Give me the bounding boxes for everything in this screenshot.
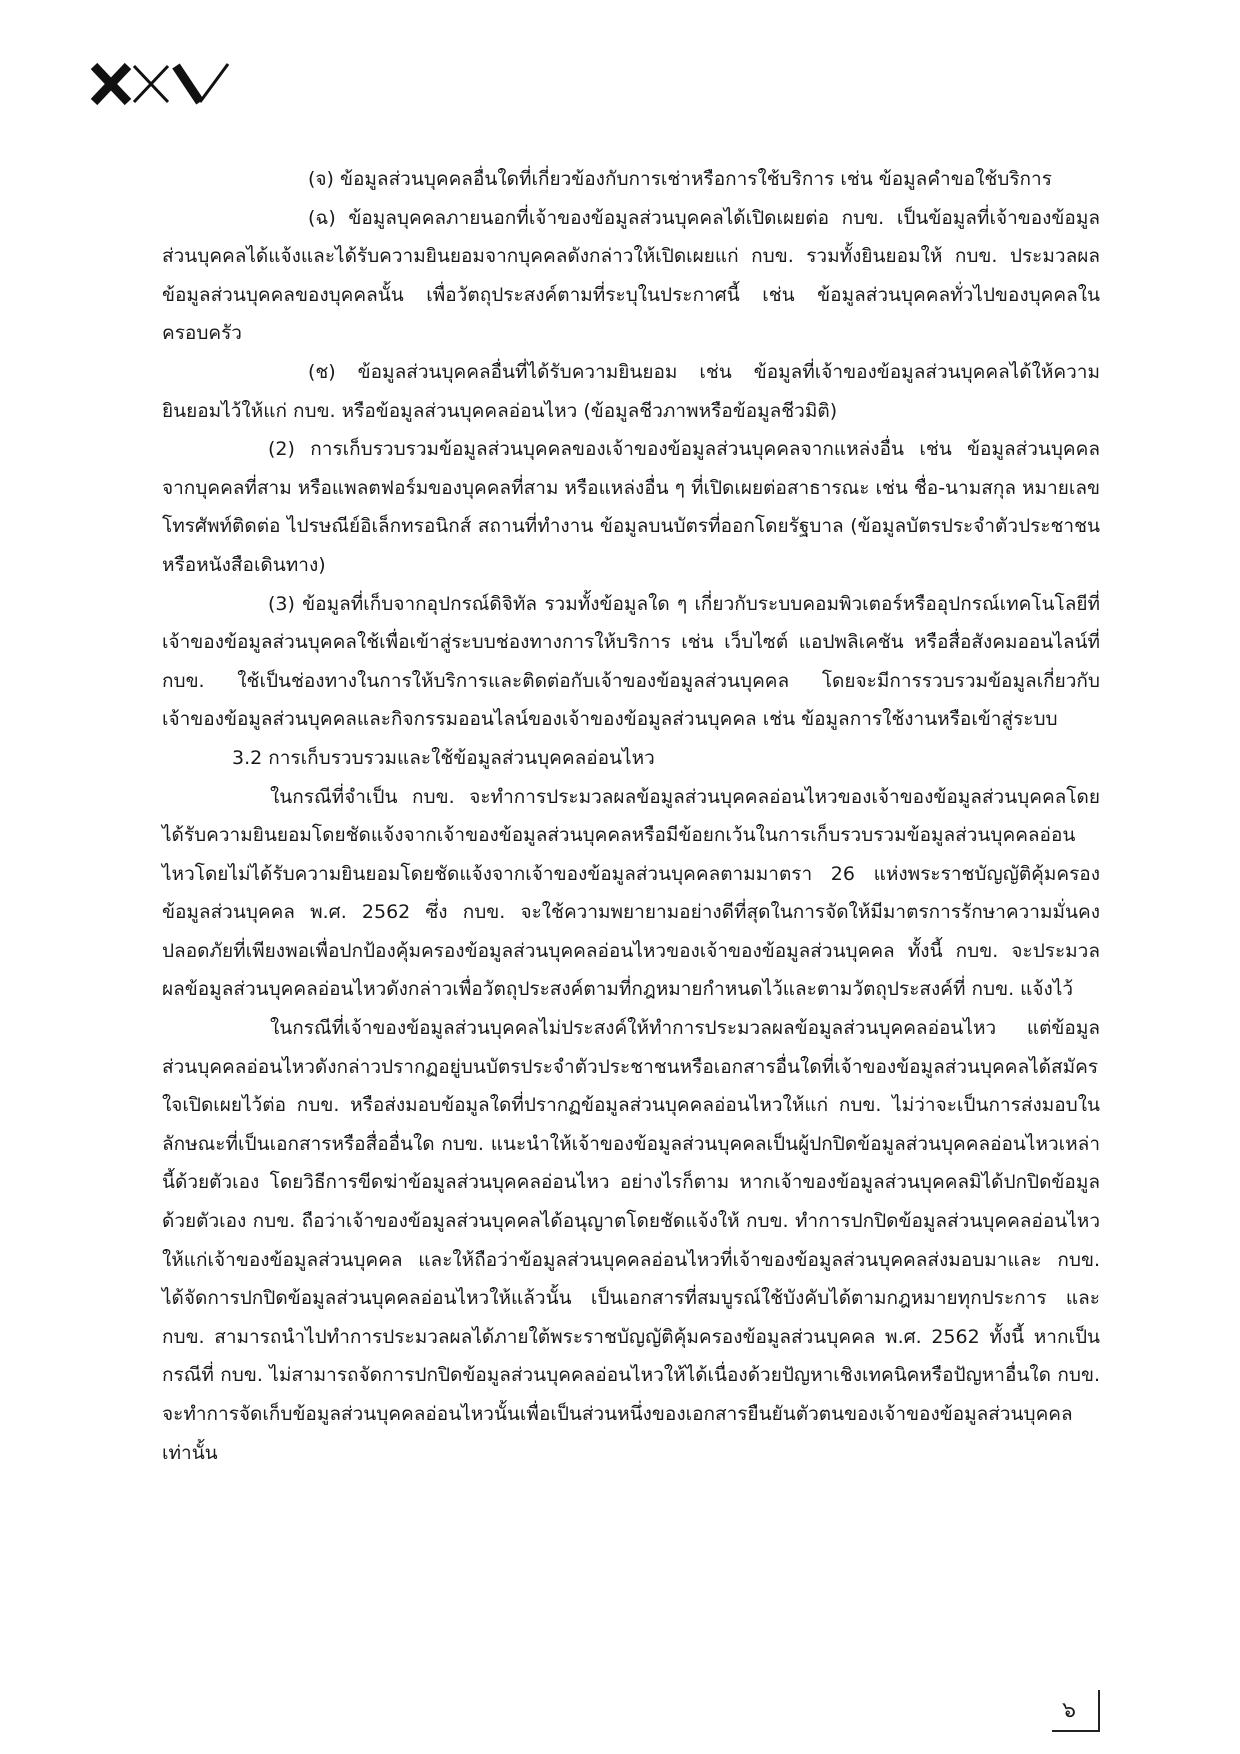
page-number-underline	[1052, 1730, 1100, 1732]
company-logo-icon	[88, 52, 248, 112]
paragraph-item-chh: (ฉ) ข้อมูลบุคคลภายนอกที่เจ้าของข้อมูลส่วนบุคคลได้เปิดเผยต่อ กบข. เป็นข้อมูลที่เจ้าของข้อมูลส่วนบุคคลได้แจ้งและได้รับความยินยอมจากบุคคลดังกล่าวให้เปิดเผยแก่ กบข. รวมทั้งยินยอมให้ กบข. ประมวลผลข้อมูลส่วนบุคคลของบุคคลนั้น เพื่อวัตถุประสงค์ตามที่ระบุในประกาศนี้ เช่น ข้อมูลส่วนบุคคลทั่วไปของบุคคลในครอบครัว	[162, 206, 1100, 345]
paragraph-item-2: (2) การเก็บรวบรวมข้อมูลส่วนบุคคลของเจ้าของข้อมูลส่วนบุคคลจากแหล่งอื่น เช่น ข้อมูลส่วนบุคคลจากบุคคลที่สาม หรือแพลตฟอร์มของบุคคลที่สาม หรือแหล่งอื่น ๆ ที่เปิดเผยต่อสาธารณะ เช่น ชื่อ-นามสกุล หมายเลขโทรศัพท์ติดต่อ ไปรษณีย์อิเล็กทรอนิกส์ สถานที่ทำงาน ข้อมูลบนบัตรที่ออกโดยรัฐบาล (ข้อมูลบัตรประจำตัวประชาชน หรือหนังสือเดินทาง)	[162, 438, 1100, 576]
page-number: ๖	[1062, 1698, 1076, 1723]
document-body	[162, 160, 1100, 1472]
page-number-border	[1098, 1690, 1100, 1730]
paragraph-item-j: (จ) ข้อมูลส่วนบุคคลอื่นใดที่เกี่ยวข้องกับการเช่าหรือการใช้บริการ เช่น ข้อมูลคำขอใช้บริการ	[308, 168, 1052, 190]
paragraph-item-ch: (ช) ข้อมูลส่วนบุคคลอื่นที่ได้รับความยินยอม เช่น ข้อมูลที่เจ้าของข้อมูลส่วนบุคคลได้ให้ความยินยอมไว้ให้แก่ กบข. หรือข้อมูลส่วนบุคคลอ่อนไหว (ข้อมูลชีวภาพหรือข้อมูลชีวมิติ)	[162, 360, 1100, 422]
paragraph-sensitive-data-2: ในกรณีที่เจ้าของข้อมูลส่วนบุคคลไม่ประสงค์ให้ทำการประมวลผลข้อมูลส่วนบุคคลอ่อนไหว แต่ข้อมูลส่วนบุคคลอ่อนไหวดังกล่าวปรากฏอยู่บนบัตรประจำตัวประชาชนหรือเอกสารอื่นใดที่เจ้าของข้อมูลส่วนบุคคลได้สมัครใจเปิดเผยไว้ต่อ กบข. หรือส่งมอบข้อมูลใดที่ปรากฏข้อมูลส่วนบุคคลอ่อนไหวให้แก่ กบข. ไม่ว่าจะเป็นการส่งมอบในลักษณะที่เป็นเอกสารหรือสื่ออื่นใด กบข. แนะนำให้เจ้าของข้อมูลส่วนบุคคลเป็นผู้ปกปิดข้อมูลส่วนบุคคลอ่อนไหวเหล่านี้ด้วยตัวเอง โดยวิธีการขีดฆ่าข้อมูลส่วนบุคคลอ่อนไหว อย่างไรก็ตาม หากเจ้าของข้อมูลส่วนบุคคลมิได้ปกปิดข้อมูลด้วยตัวเอง กบข. ถือว่าเจ้าของข้อมูลส่วนบุคคลได้อนุญาตโดยชัดแจ้งให้ กบข. ทำการปกปิดข้อมูลส่วนบุคคลอ่อนไหวให้แก่เจ้าของข้อมูลส่วนบุคคล และให้ถือว่าข้อมูลส่วนบุคคลอ่อนไหวที่เจ้าของข้อมูลส่วนบุคคลส่งมอบมาและ กบข. ได้จัดการปกปิดข้อมูลส่วนบุคคลอ่อนไหวให้แล้วนั้น เป็นเอกสารที่สมบูรณ์ใช้บังคับได้ตามกฎหมายทุกประการ และ กบข. สามารถนำไปทำการประมวลผลได้ภายใต้พระราชบัญญัติคุ้มครองข้อมูลส่วนบุคคล พ.ศ. 2562 ทั้งนี้ หากเป็นกรณีที่ กบข. ไม่สามารถจัดการปกปิดข้อมูลส่วนบุคคลอ่อนไหวให้ได้เนื่องด้วยปัญหาเชิงเทคนิคหรือปัญหาอื่นใด กบข. จะทำการจัดเก็บข้อมูลส่วนบุคคลอ่อนไหวนั้นเพื่อเป็นส่วนหนึ่งของเอกสารยืนยันตัวตนของเจ้าของข้อมูลส่วนบุคคลเท่านั้น	[162, 1017, 1100, 1464]
section-heading-3-2: 3.2 การเก็บรวบรวมและใช้ข้อมูลส่วนบุคคลอ่อนไหว	[232, 746, 655, 769]
paragraph-sensitive-data-1: ในกรณีที่จำเป็น กบข. จะทำการประมวลผลข้อมูลส่วนบุคคลอ่อนไหวของเจ้าของข้อมูลส่วนบุคคลโดยได้รับความยินยอมโดยชัดแจ้งจากเจ้าของข้อมูลส่วนบุคคลหรือมีข้อยกเว้นในการเก็บรวบรวมข้อมูลส่วนบุคคลอ่อนไหวโดยไม่ได้รับความยินยอมโดยชัดแจ้งจากเจ้าของข้อมูลส่วนบุคคลตามมาตรา 26 แห่งพระราชบัญญัติคุ้มครองข้อมูลส่วนบุคคล พ.ศ. 2562 ซึ่ง กบข. จะใช้ความพยายามอย่างดีที่สุดในการจัดให้มีมาตรการรักษาความมั่นคงปลอดภัยที่เพียงพอเพื่อปกป้องคุ้มครองข้อมูลส่วนบุคคลอ่อนไหวของเจ้าของข้อมูลส่วนบุคคล ทั้งนี้ กบข. จะประมวลผลข้อมูลส่วนบุคคลอ่อนไหวดังกล่าวเพื่อวัตถุประสงค์ตามที่กฎหมายกำหนดไว้และตามวัตถุประสงค์ที่ กบข. แจ้งไว้	[162, 785, 1100, 1001]
paragraph-item-3: (3) ข้อมูลที่เก็บจากอุปกรณ์ดิจิทัล รวมทั้งข้อมูลใด ๆ เกี่ยวกับระบบคอมพิวเตอร์หรืออุปกรณ์เทคโนโลยีที่เจ้าของข้อมูลส่วนบุคคลใช้เพื่อเข้าสู่ระบบช่องทางการให้บริการ เช่น เว็บไซต์ แอปพลิเคชัน หรือสื่อสังคมออนไลน์ที่ กบข. ใช้เป็นช่องทางในการให้บริการและติดต่อกับเจ้าของข้อมูลส่วนบุคคล โดยจะมีการรวบรวมข้อมูลเกี่ยวกับเจ้าของข้อมูลส่วนบุคคลและกิจกรรมออนไลน์ของเจ้าของข้อมูลส่วนบุคคล เช่น ข้อมูลการใช้งานหรือเข้าสู่ระบบ	[162, 592, 1100, 731]
